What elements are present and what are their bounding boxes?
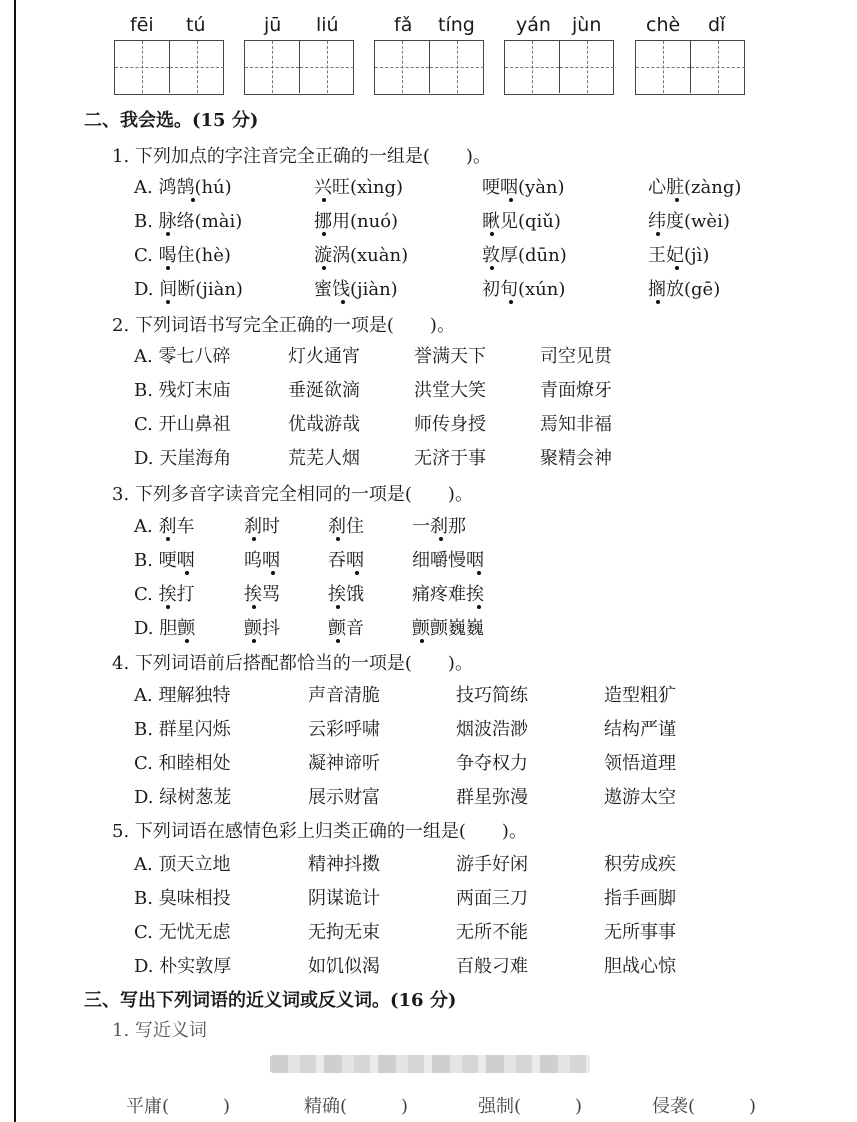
- emphasis-dot: [509, 300, 513, 304]
- pinyin-label: fēi: [130, 14, 154, 36]
- option: 王妃(jì): [648, 245, 710, 266]
- option: 蜜饯(jiàn): [314, 279, 398, 300]
- emphasis-dot: [477, 605, 481, 609]
- answer-blank[interactable]: 侵袭( ): [652, 1096, 757, 1117]
- emphasis-dot: [675, 198, 679, 202]
- emphasis-dot: [185, 639, 189, 643]
- option: 一刹那: [412, 516, 466, 537]
- emphasis-dot: [656, 232, 660, 236]
- option: 青面燎牙: [540, 380, 612, 401]
- answer-blank[interactable]: 强制( ): [478, 1096, 583, 1117]
- grid-cell[interactable]: [429, 41, 484, 93]
- option: 呜咽: [244, 550, 280, 571]
- emphasis-dot: [191, 198, 195, 202]
- option: 领悟道理: [604, 753, 676, 774]
- pinyin-label: jùn: [572, 14, 602, 36]
- option: 百般刁难: [456, 956, 528, 977]
- grid-cell[interactable]: [245, 41, 299, 93]
- emphasis-dot: [322, 198, 326, 202]
- pinyin-label: yán: [516, 14, 551, 36]
- option[interactable]: C. 无忧无虑: [134, 922, 231, 943]
- option: 遨游太空: [604, 787, 676, 808]
- option: 初旬(xún): [482, 279, 566, 300]
- option[interactable]: C. 开山鼻祖: [134, 414, 231, 435]
- question-prompt: 1. 下列加点的字注音完全正确的一组是( )。: [112, 146, 491, 167]
- answer-blank[interactable]: 精确( ): [304, 1096, 409, 1117]
- option: 师传身授: [414, 414, 486, 435]
- writing-grid[interactable]: [374, 40, 484, 95]
- option: 兴旺(xìng): [314, 177, 404, 198]
- option[interactable]: C. 挨打: [134, 584, 195, 605]
- grid-cell[interactable]: [169, 41, 224, 93]
- option[interactable]: A. 理解独特: [134, 685, 231, 706]
- option: 如饥似渴: [308, 956, 380, 977]
- option: 技巧简练: [456, 685, 528, 706]
- option: 灯火通宵: [288, 346, 360, 367]
- emphasis-dot: [336, 537, 340, 541]
- page-edge-line: [14, 0, 16, 1122]
- option[interactable]: B. 脉络(mài): [134, 211, 243, 232]
- option: 刹时: [244, 516, 280, 537]
- pinyin-label: fǎ: [394, 14, 413, 36]
- grid-cell[interactable]: [636, 41, 690, 93]
- emphasis-dot: [675, 266, 679, 270]
- emphasis-dot: [185, 571, 189, 575]
- option: 漩涡(xuàn): [314, 245, 409, 266]
- option: 指手画脚: [604, 888, 676, 909]
- option: 荒芜人烟: [288, 448, 360, 469]
- option[interactable]: B. 群星闪烁: [134, 719, 231, 740]
- pinyin-label: jū: [264, 14, 282, 36]
- option[interactable]: A. 顶天立地: [134, 854, 231, 875]
- section-title: 二、我会选。(15 分): [84, 110, 259, 131]
- option: 挨骂: [244, 584, 280, 605]
- option[interactable]: B. 残灯末庙: [134, 380, 231, 401]
- option: 积劳成疾: [604, 854, 676, 875]
- option: 云彩呼啸: [308, 719, 380, 740]
- option: 细嚼慢咽: [412, 550, 484, 571]
- option[interactable]: D. 天崖海角: [134, 448, 232, 469]
- section-title: 三、写出下列词语的近义词或反义词。(16 分): [84, 990, 457, 1011]
- emphasis-dot: [336, 605, 340, 609]
- option: 挪用(nuó): [314, 211, 399, 232]
- option: 胆战心惊: [604, 956, 676, 977]
- option: 优哉游哉: [288, 414, 360, 435]
- answer-blank[interactable]: 平庸( ): [126, 1096, 231, 1117]
- option[interactable]: B. 臭味相投: [134, 888, 231, 909]
- emphasis-dot: [509, 198, 513, 202]
- option: 阴谋诡计: [308, 888, 380, 909]
- option: 凝神谛听: [308, 753, 380, 774]
- option[interactable]: D. 胆颤: [134, 618, 196, 639]
- pinyin-row: [0, 14, 857, 40]
- grid-cell[interactable]: [559, 41, 614, 93]
- option: 结构严谨: [604, 719, 676, 740]
- emphasis-dot: [166, 266, 170, 270]
- emphasis-dot: [341, 300, 345, 304]
- emphasis-dot: [322, 232, 326, 236]
- option: 精神抖擞: [308, 854, 380, 875]
- option: 搁放(gē): [648, 279, 721, 300]
- pinyin-label: liú: [316, 14, 339, 36]
- emphasis-dot: [322, 266, 326, 270]
- emphasis-dot: [252, 639, 256, 643]
- option[interactable]: D. 绿树葱茏: [134, 787, 232, 808]
- emphasis-dot: [490, 232, 494, 236]
- blurred-watermark: [270, 1055, 590, 1073]
- option: 造型粗犷: [604, 685, 676, 706]
- question-prompt: 2. 下列词语书写完全正确的一项是( )。: [112, 315, 455, 336]
- option: 游手好闲: [456, 854, 528, 875]
- option: 声音清脆: [308, 685, 380, 706]
- emphasis-dot: [336, 639, 340, 643]
- option: 烟波浩渺: [456, 719, 528, 740]
- writing-grid[interactable]: [635, 40, 745, 95]
- option: 瞅见(qiǔ): [482, 211, 561, 232]
- option: 敦厚(dūn): [482, 245, 567, 266]
- question-prompt: 5. 下列词语在感情色彩上归类正确的一组是( )。: [112, 821, 527, 842]
- writing-grid[interactable]: [114, 40, 224, 95]
- option: 无所不能: [456, 922, 528, 943]
- emphasis-dot: [252, 537, 256, 541]
- emphasis-dot: [166, 300, 170, 304]
- emphasis-dot: [355, 571, 359, 575]
- option: 纬度(wèi): [648, 211, 730, 232]
- question-prompt: 3. 下列多音字读音完全相同的一项是( )。: [112, 484, 473, 505]
- option: 聚精会神: [540, 448, 612, 469]
- option: 司空见贯: [540, 346, 612, 367]
- option: 哽咽(yàn): [482, 177, 565, 198]
- option[interactable]: D. 间断(jiàn): [134, 279, 243, 300]
- option: 无济于事: [414, 448, 486, 469]
- option[interactable]: A. 刹车: [134, 516, 195, 537]
- option: 焉知非福: [540, 414, 612, 435]
- option: 展示财富: [308, 787, 380, 808]
- emphasis-dot: [166, 605, 170, 609]
- emphasis-dot: [420, 639, 424, 643]
- option: 两面三刀: [456, 888, 528, 909]
- pinyin-label: chè: [646, 14, 681, 36]
- option: 颤抖: [244, 618, 280, 639]
- option: 无拘无束: [308, 922, 380, 943]
- option[interactable]: A. 零七八碎: [134, 346, 231, 367]
- option: 颤颤巍巍: [412, 618, 484, 639]
- grid-cell[interactable]: [375, 41, 429, 93]
- option[interactable]: C. 喝住(hè): [134, 245, 231, 266]
- emphasis-dot: [439, 537, 443, 541]
- option[interactable]: B. 哽咽: [134, 550, 195, 571]
- emphasis-dot: [252, 605, 256, 609]
- emphasis-dot: [166, 232, 170, 236]
- option: 争夺权力: [456, 753, 528, 774]
- emphasis-dot: [271, 571, 275, 575]
- pinyin-label: tíng: [438, 14, 475, 36]
- option: 心脏(zàng): [648, 177, 742, 198]
- pinyin-label: tú: [186, 14, 206, 36]
- option: 吞咽: [328, 550, 364, 571]
- emphasis-dot: [477, 571, 481, 575]
- cut-off-subheading: 1. 写近义词: [112, 1020, 207, 1041]
- option: 痛疼难挨: [412, 584, 484, 605]
- grid-cell[interactable]: [115, 41, 169, 93]
- option: 颤音: [328, 618, 364, 639]
- pinyin-label: dǐ: [708, 14, 726, 36]
- grid-cell[interactable]: [505, 41, 559, 93]
- option[interactable]: C. 和睦相处: [134, 753, 231, 774]
- option: 誉满天下: [414, 346, 486, 367]
- emphasis-dot: [166, 537, 170, 541]
- option: 刹住: [328, 516, 364, 537]
- option: 挨饿: [328, 584, 364, 605]
- option: 无所事事: [604, 922, 676, 943]
- option: 垂涎欲滴: [288, 380, 360, 401]
- emphasis-dot: [656, 300, 660, 304]
- writing-grid[interactable]: [244, 40, 354, 95]
- grid-cell[interactable]: [299, 41, 354, 93]
- emphasis-dot: [490, 266, 494, 270]
- grid-cell[interactable]: [690, 41, 745, 93]
- option: 洪堂大笑: [414, 380, 486, 401]
- question-prompt: 4. 下列词语前后搭配都恰当的一项是( )。: [112, 653, 473, 674]
- option[interactable]: D. 朴实敦厚: [134, 956, 232, 977]
- option: 群星弥漫: [456, 787, 528, 808]
- option[interactable]: A. 鸿鹄(hú): [134, 177, 232, 198]
- writing-grid[interactable]: [504, 40, 614, 95]
